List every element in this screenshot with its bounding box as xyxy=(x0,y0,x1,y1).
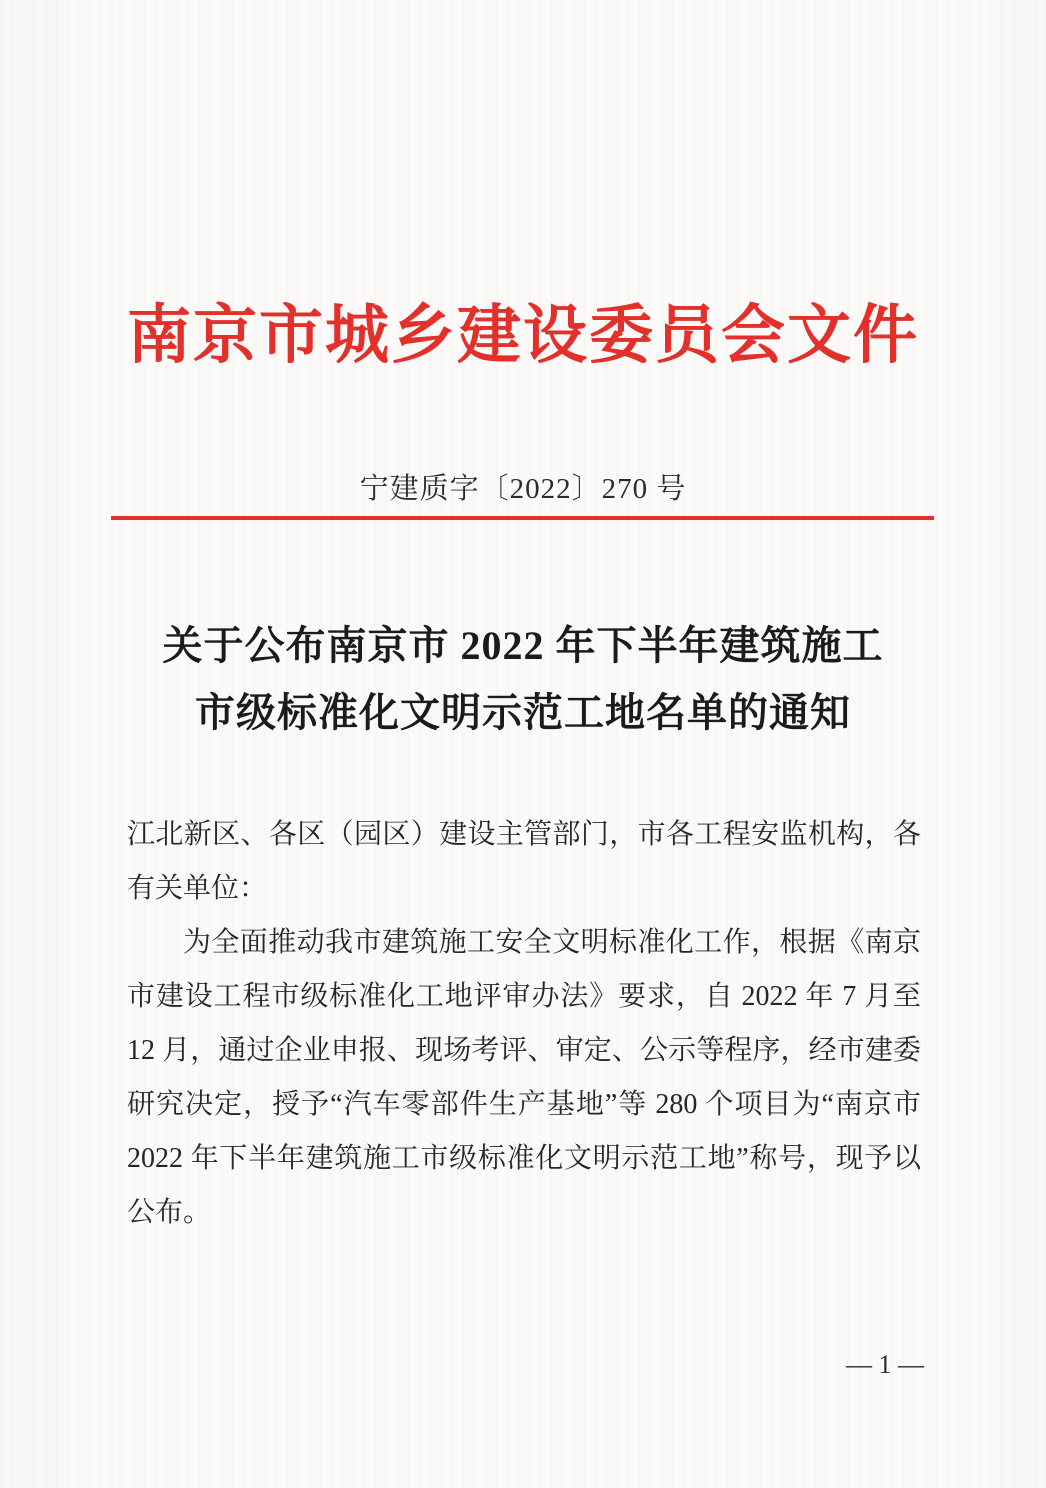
document-title-line1: 关于公布南京市 2022 年下半年建筑施工 xyxy=(162,623,884,668)
agency-header-title: 南京市城乡建设委员会文件 xyxy=(127,300,919,371)
document-body xyxy=(127,808,921,1240)
red-divider-line xyxy=(111,516,934,520)
page-number: — 1 — xyxy=(846,1350,924,1379)
body-paragraph: 为全面推动我市建筑施工安全文明标准化工作，根据《南京市建设工程市级标准化工地评审办法》要求，自 2022 年 7 月至 12 月，通过企业申报、现场考评、审定、公示等程序，经市建委研究决定，授予“汽车零部件生产基地”等 280 个项目为“南京市 2022 年下半年建筑施工市级标准化文明示范工地”称号，现予以公布。 xyxy=(127,927,921,1228)
document-title-line2: 市级标准化文明示范工地名单的通知 xyxy=(195,690,851,735)
document-title xyxy=(0,612,1046,746)
salutation-paragraph: 江北新区、各区（园区）建设主管部门，市各工程安监机构，各有关单位： xyxy=(127,819,921,904)
document-reference-number: 宁建质字〔2022〕270 号 xyxy=(359,473,687,505)
